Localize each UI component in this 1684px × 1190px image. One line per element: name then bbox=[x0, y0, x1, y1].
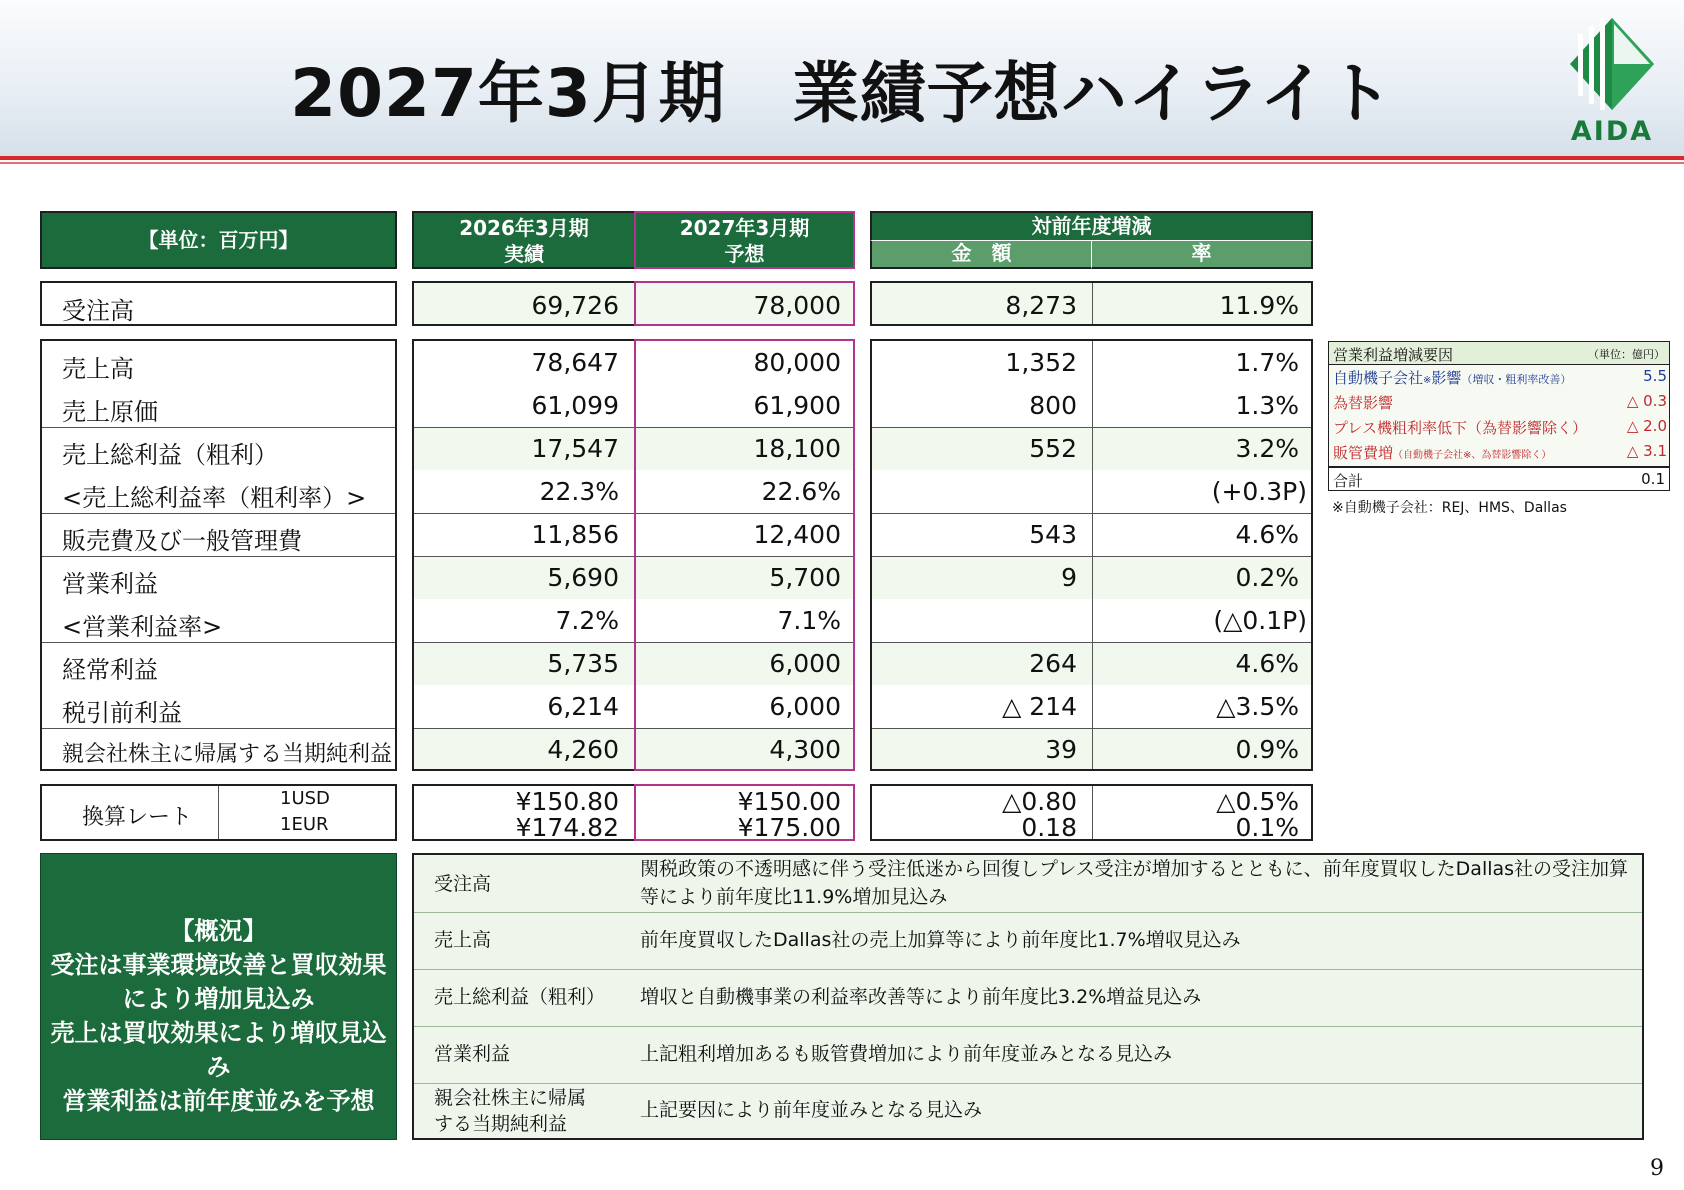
factor-value: △ 0.3 bbox=[1626, 392, 1667, 410]
detail-text: 増収と自動機事業の利益率改善等により前年度比3.2%増益見込み bbox=[640, 986, 1202, 1008]
table-row bbox=[42, 513, 395, 556]
summary-line: により増加見込み bbox=[122, 985, 315, 1013]
factor-label: 為替影響 bbox=[1333, 394, 1394, 412]
col-forecast-header bbox=[634, 211, 855, 269]
col-rate-header bbox=[1092, 240, 1313, 269]
actual-value: 11,856 bbox=[531, 520, 619, 549]
change-rate: 4.6% bbox=[1235, 649, 1299, 678]
fx-rate-eur: 0.1% bbox=[1235, 813, 1299, 842]
col-change-title: 対前年度増減 bbox=[1031, 214, 1152, 238]
forecast-value: 61,900 bbox=[753, 391, 841, 420]
detail-label: 売上高 bbox=[434, 929, 492, 951]
factors-total-row bbox=[1328, 467, 1670, 491]
row-label: 販売費及び一般管理費 bbox=[62, 527, 302, 555]
fx-actual-usd: ¥150.80 bbox=[515, 787, 619, 816]
factors-footnote: ※自動機子会社：REJ、HMS、Dallas bbox=[1332, 500, 1567, 516]
summary-line: 受注は事業環境改善と買収効果 bbox=[50, 951, 387, 979]
row-label: 売上高 bbox=[62, 355, 134, 383]
forecast-value: 4,300 bbox=[769, 735, 841, 764]
change-rate: 3.2% bbox=[1235, 434, 1299, 463]
forecast-value: 18,100 bbox=[753, 434, 841, 463]
factor-label: プレス機粗利率低下（為替影響除く） bbox=[1333, 419, 1587, 437]
col-change-header bbox=[870, 211, 1313, 240]
fx-amount-usd: △0.80 bbox=[1002, 787, 1077, 816]
factors-title: 営業利益増減要因 bbox=[1333, 346, 1454, 364]
detail-label: 営業利益 bbox=[434, 1043, 511, 1065]
col-divider bbox=[218, 786, 219, 839]
orders-change-cell bbox=[870, 281, 1313, 326]
change-amount: 543 bbox=[1029, 520, 1077, 549]
change-rate: (△0.1P) bbox=[1213, 606, 1307, 635]
row-divider bbox=[872, 556, 1311, 557]
detail-row bbox=[414, 969, 1642, 1026]
fx-amount-eur: 0.18 bbox=[1021, 813, 1077, 842]
orders-forecast-highlight bbox=[634, 281, 855, 326]
aida-logo-icon bbox=[1566, 14, 1658, 114]
forecast-value: 22.6% bbox=[761, 477, 841, 506]
detail-text: 上記要因により前年度並みとなる見込み bbox=[640, 1099, 983, 1121]
orders-actual: 69,726 bbox=[531, 291, 619, 320]
fx-actual-eur: ¥174.82 bbox=[515, 813, 619, 842]
row-label: <営業利益率> bbox=[62, 613, 223, 641]
orders-forecast: 78,000 bbox=[753, 291, 841, 320]
factor-value: 5.5 bbox=[1643, 367, 1667, 385]
table-row bbox=[42, 384, 395, 427]
actual-value: 61,099 bbox=[531, 391, 619, 420]
factor-row bbox=[1329, 390, 1671, 414]
col-divider bbox=[1092, 283, 1093, 324]
fx-change-cell bbox=[870, 784, 1313, 841]
col-rate-label: 率 bbox=[1191, 241, 1212, 265]
change-amount: 552 bbox=[1029, 434, 1077, 463]
factor-row bbox=[1329, 415, 1671, 439]
table-row bbox=[42, 642, 395, 685]
factor-value: △ 3.1 bbox=[1626, 442, 1667, 460]
orders-label: 受注高 bbox=[62, 297, 134, 325]
page-number: 9 bbox=[1650, 1156, 1664, 1181]
detail-row bbox=[414, 855, 1642, 912]
col-amount-header bbox=[870, 240, 1092, 269]
factors-total-label: 合計 bbox=[1333, 472, 1364, 490]
factor-note: （増収・粗利率改善） bbox=[1461, 373, 1572, 386]
detail-label: 売上総利益（粗利） bbox=[434, 986, 606, 1008]
factor-row bbox=[1329, 365, 1671, 389]
summary-line: 営業利益は前年度並みを予想 bbox=[62, 1087, 375, 1115]
factor-label-suffix: 影響 bbox=[1431, 369, 1462, 387]
aida-logo bbox=[1566, 14, 1658, 146]
change-amount: 39 bbox=[1045, 735, 1077, 764]
table-row bbox=[42, 685, 395, 728]
fx-label-cell bbox=[40, 784, 397, 841]
actual-value: 7.2% bbox=[555, 606, 619, 635]
detail-row bbox=[414, 912, 1642, 969]
factors-unit: （単位：億円） bbox=[1588, 348, 1665, 361]
detail-table bbox=[412, 853, 1644, 1140]
col-actual-header bbox=[412, 211, 634, 269]
forecast-value: 6,000 bbox=[769, 692, 841, 721]
change-amount: 264 bbox=[1029, 649, 1077, 678]
factor-label: 自動機子会社 bbox=[1333, 369, 1424, 387]
actual-value: 22.3% bbox=[539, 477, 619, 506]
col-forecast-year: 2027年3月期 bbox=[679, 216, 810, 240]
table-row bbox=[42, 427, 395, 470]
summary-title: 【概況】 bbox=[170, 917, 267, 945]
factors-total-value: 0.1 bbox=[1641, 470, 1665, 488]
factor-row bbox=[1329, 440, 1671, 464]
actual-value: 5,735 bbox=[547, 649, 619, 678]
row-divider bbox=[872, 642, 1311, 643]
table-row bbox=[42, 556, 395, 599]
unit-header bbox=[40, 211, 397, 269]
fx-forecast-highlight bbox=[634, 784, 855, 841]
actual-value: 17,547 bbox=[531, 434, 619, 463]
forecast-value: 80,000 bbox=[753, 348, 841, 377]
fx-forecast-eur: ¥175.00 bbox=[737, 813, 841, 842]
row-divider bbox=[872, 513, 1311, 514]
col-actual-year: 2026年3月期 bbox=[459, 216, 589, 240]
actual-value: 6,214 bbox=[547, 692, 619, 721]
row-label: 営業利益 bbox=[62, 570, 158, 598]
logo-text: AIDA bbox=[1570, 116, 1654, 147]
fx-forecast-usd: ¥150.00 bbox=[737, 787, 841, 816]
forecast-value: 12,400 bbox=[753, 520, 841, 549]
detail-text: 上記粗利増加あるも販管費増加により前年度並みとなる見込み bbox=[640, 1043, 1173, 1065]
fx-rate-usd: △0.5% bbox=[1216, 787, 1299, 816]
actual-value: 78,647 bbox=[531, 348, 619, 377]
factor-note: （自動機子会社※、為替影響除く） bbox=[1393, 450, 1552, 461]
pl-change-block bbox=[870, 339, 1313, 771]
col-forecast-type: 予想 bbox=[724, 242, 765, 266]
forecast-value: 6,000 bbox=[769, 649, 841, 678]
fx-currency-eur: 1EUR bbox=[280, 814, 329, 835]
col-actual-type: 実績 bbox=[504, 242, 544, 266]
detail-label: 親会社株主に帰属 bbox=[434, 1087, 587, 1109]
row-divider bbox=[872, 427, 1311, 428]
forecast-value: 7.1% bbox=[777, 606, 841, 635]
row-label: 親会社株主に帰属する当期純利益 bbox=[62, 742, 393, 767]
actual-value: 5,690 bbox=[547, 563, 619, 592]
change-rate: 1.7% bbox=[1235, 348, 1299, 377]
row-label: 売上原価 bbox=[62, 398, 158, 426]
change-rate: 1.3% bbox=[1235, 391, 1299, 420]
fx-label: 換算レート bbox=[82, 805, 193, 830]
factors-body bbox=[1328, 365, 1670, 467]
row-label: 売上総利益（粗利） bbox=[62, 441, 278, 469]
change-rate: 0.2% bbox=[1235, 563, 1299, 592]
row-label: 経常利益 bbox=[62, 656, 158, 684]
detail-label: する当期純利益 bbox=[434, 1113, 568, 1135]
unit-label: 【単位：百万円】 bbox=[138, 228, 299, 252]
actual-value: 4,260 bbox=[547, 735, 619, 764]
pl-forecast-highlight bbox=[634, 339, 855, 771]
table-row bbox=[42, 728, 395, 771]
change-amount: △ 214 bbox=[1002, 692, 1077, 721]
factors-header bbox=[1328, 341, 1670, 365]
header-divider-thin bbox=[0, 162, 1684, 164]
detail-text: 関税政策の不透明感に伴う受注低迷から回復しプレス受注が増加するとともに、前年度買収したDallas社の受注加算等により前年度比11.9%増加見込み bbox=[640, 858, 1629, 908]
pl-label-block bbox=[40, 339, 397, 771]
header-divider bbox=[0, 156, 1684, 160]
detail-row bbox=[414, 1026, 1642, 1083]
detail-label: 受注高 bbox=[434, 873, 492, 895]
change-amount: 9 bbox=[1061, 563, 1077, 592]
orders-label-cell bbox=[40, 281, 397, 326]
change-rate: 0.9% bbox=[1235, 735, 1299, 764]
forecast-value: 5,700 bbox=[769, 563, 841, 592]
col-divider bbox=[1092, 786, 1093, 839]
row-label: <売上総利益率（粗利率）> bbox=[62, 484, 367, 512]
change-amount: 800 bbox=[1029, 391, 1077, 420]
orders-amount: 8,273 bbox=[1005, 291, 1077, 320]
change-rate: 4.6% bbox=[1235, 520, 1299, 549]
factor-label: 販管費増 bbox=[1333, 444, 1394, 462]
change-rate: (+0.3P) bbox=[1211, 477, 1307, 506]
table-row bbox=[42, 341, 395, 384]
fx-currency-usd: 1USD bbox=[280, 788, 330, 809]
summary-box bbox=[40, 853, 397, 1140]
row-label: 税引前利益 bbox=[62, 699, 182, 727]
detail-row bbox=[414, 1083, 1642, 1138]
summary-line: 売上は買収効果により増収見込み bbox=[50, 1019, 387, 1081]
change-amount: 1,352 bbox=[1005, 348, 1077, 377]
detail-text: 前年度買収したDallas社の売上加算等により前年度比1.7%増収見込み bbox=[640, 929, 1241, 951]
col-amount-label: 金 額 bbox=[951, 241, 1012, 265]
change-rate: △3.5% bbox=[1216, 692, 1299, 721]
factor-value: △ 2.0 bbox=[1626, 417, 1667, 435]
orders-rate: 11.9% bbox=[1219, 291, 1299, 320]
col-divider bbox=[1092, 341, 1093, 769]
row-divider bbox=[872, 728, 1311, 729]
table-row bbox=[42, 470, 395, 513]
table-row bbox=[42, 599, 395, 642]
page-title: 2027年3月期 業績予想ハイライト bbox=[290, 55, 1394, 132]
factor-mark: ※ bbox=[1423, 375, 1432, 386]
